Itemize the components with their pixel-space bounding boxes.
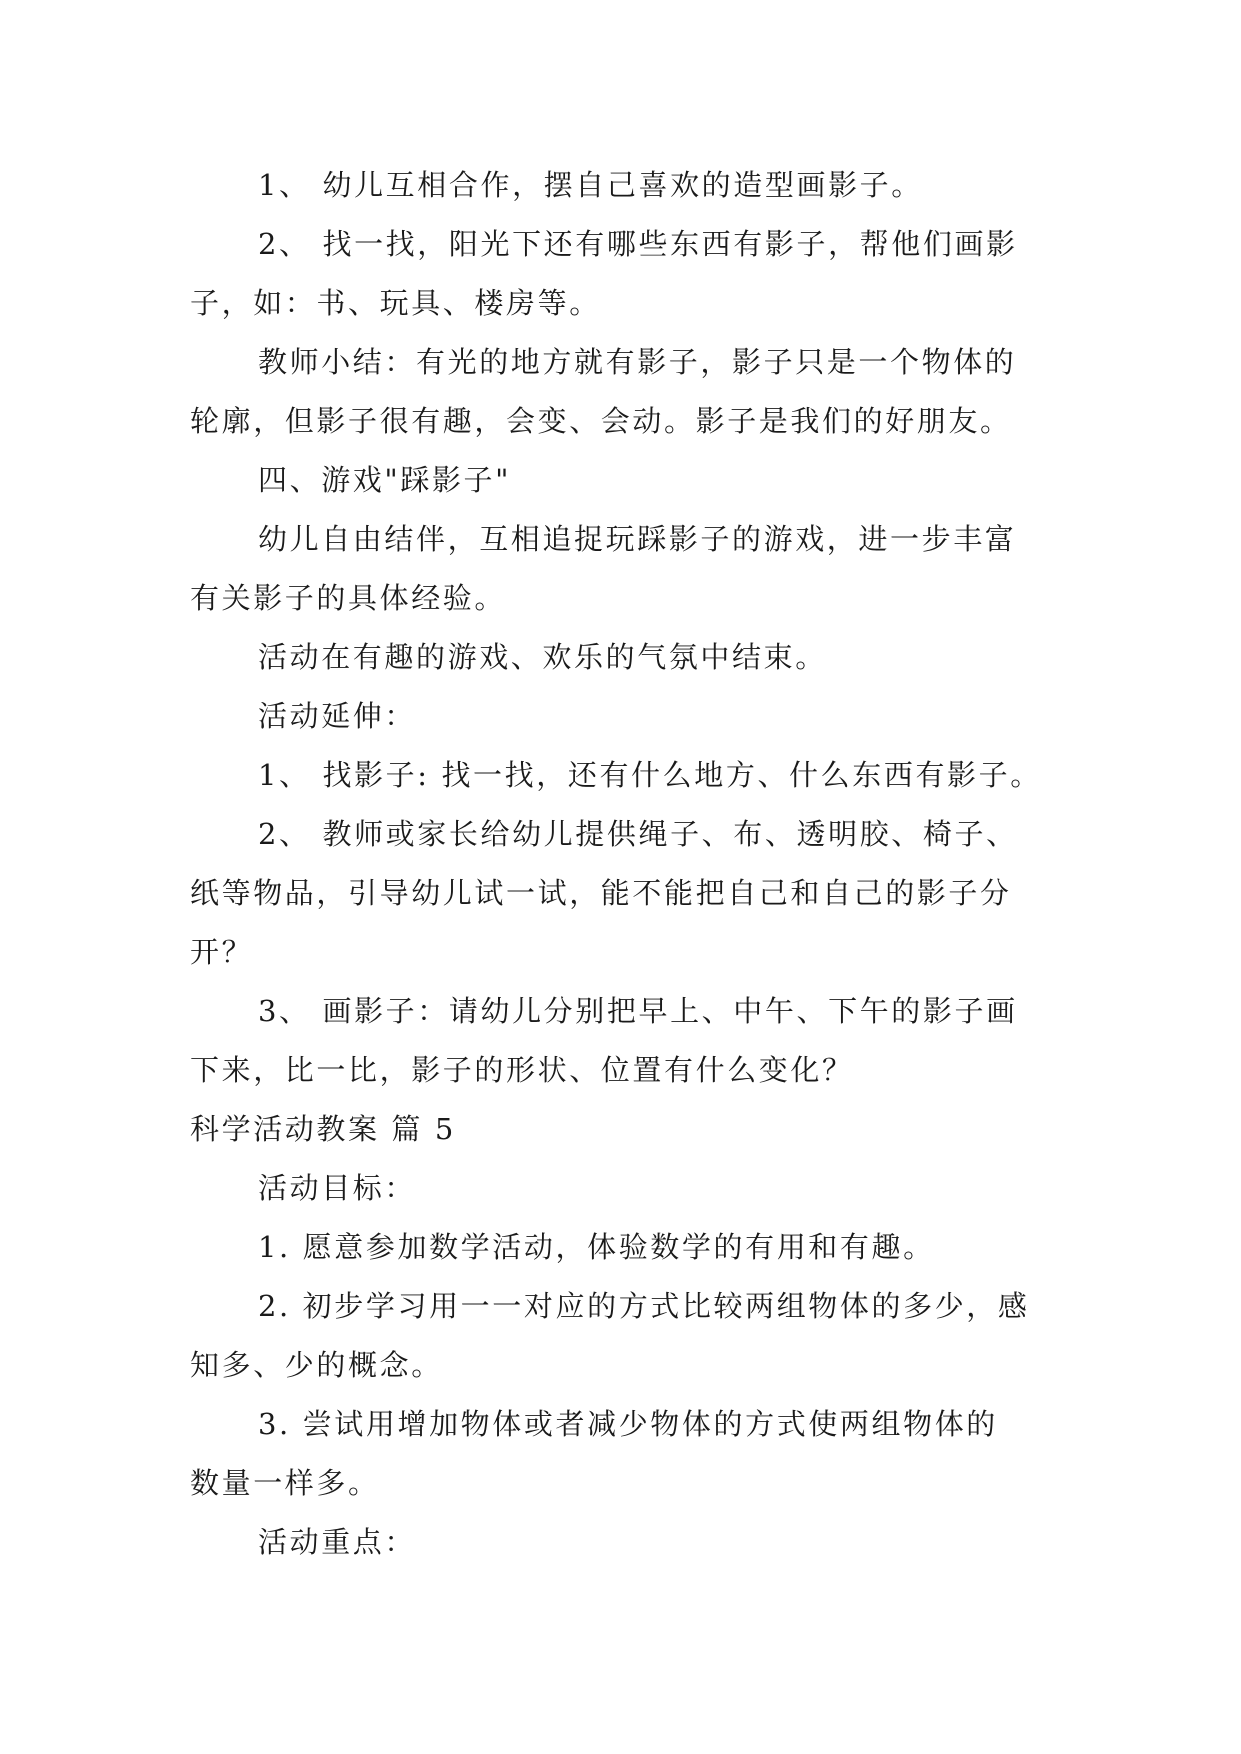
paragraph-line-1: 1、 幼儿互相合作，摆自己喜欢的造型画影子。: [258, 168, 923, 202]
goal-item-3: 3. 尝试用增加物体或者减少物体的方式使两组物体的: [258, 1407, 998, 1441]
paragraph-line-13: 纸等物品，引导幼儿试一试，能不能把自己和自己的影子分: [190, 876, 1012, 910]
goal-item-2: 2. 初步学习用一一对应的方式比较两组物体的多少，感: [258, 1289, 1030, 1323]
paragraph-line-12: 2、 教师或家长给幼儿提供绳子、布、透明胶、椅子、: [258, 817, 1018, 851]
goal-item-3-cont: 数量一样多。: [190, 1466, 380, 1500]
paragraph-line-7: 幼儿自由结伴，互相追捉玩踩影子的游戏，进一步丰富: [258, 522, 1017, 556]
section-heading-extension: 活动延伸：: [258, 699, 417, 733]
paragraph-line-2: 2、 找一找，阳光下还有哪些东西有影子，帮他们画影: [258, 227, 1018, 261]
section-title: 科学活动教案 篇 5: [190, 1112, 456, 1146]
section-heading-goals: 活动目标：: [258, 1171, 417, 1205]
section-heading-focus: 活动重点：: [258, 1525, 417, 1559]
paragraph-line-15: 3、 画影子：请幼儿分别把早上、中午、下午的影子画: [258, 994, 1018, 1028]
paragraph-line-9: 活动在有趣的游戏、欢乐的气氛中结束。: [258, 640, 827, 674]
paragraph-line-8: 有关影子的具体经验。: [190, 581, 507, 615]
goal-item-2-cont: 知多、少的概念。: [190, 1348, 443, 1382]
paragraph-line-16: 下来，比一比，影子的形状、位置有什么变化？: [190, 1053, 854, 1087]
paragraph-line-14: 开？: [190, 935, 254, 969]
paragraph-line-11: 1、 找影子: 找一找，还有什么地方、什么东西有影子。: [258, 758, 1042, 792]
paragraph-line-4: 教师小结：有光的地方就有影子，影子只是一个物体的: [258, 345, 1017, 379]
paragraph-line-3: 子，如：书、玩具、楼房等。: [190, 286, 601, 320]
goal-item-1: 1. 愿意参加数学活动，体验数学的有用和有趣。: [258, 1230, 935, 1264]
section-heading-game: 四、游戏"踩影子": [258, 463, 512, 497]
paragraph-line-5: 轮廓，但影子很有趣，会变、会动。影子是我们的好朋友。: [190, 404, 1012, 438]
